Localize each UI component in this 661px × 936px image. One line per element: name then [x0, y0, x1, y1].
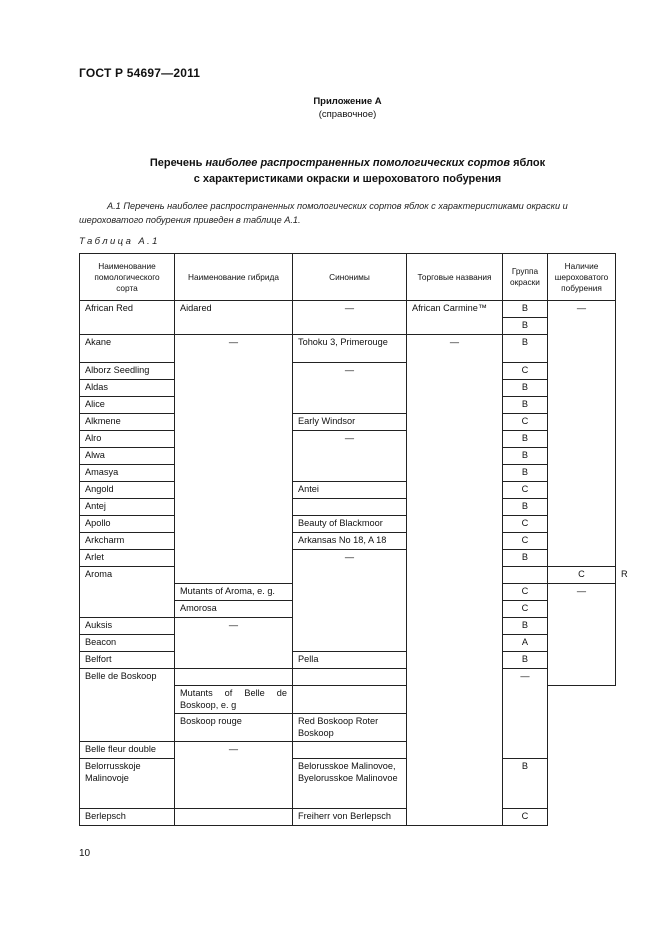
hybrid-cell: —	[175, 618, 293, 669]
color-group-cell: C	[503, 601, 548, 618]
hybrid-cell: Amorosa	[175, 601, 293, 618]
annex-title: Приложение А	[313, 96, 382, 107]
variety-cell: Antej	[80, 499, 175, 516]
table-row	[80, 550, 616, 567]
table-row	[80, 482, 616, 499]
color-group-cell: A	[503, 635, 548, 652]
color-group-cell: C	[503, 533, 548, 550]
variety-cell: Alice	[80, 397, 175, 414]
table-caption: Таблица А.1	[79, 236, 160, 247]
color-group-cell: B	[503, 652, 548, 669]
table-row	[80, 516, 616, 533]
color-group-cell: B	[503, 431, 548, 448]
color-group-cell: —	[503, 669, 548, 759]
variety-cell: Alwa	[80, 448, 175, 465]
color-group-cell: B	[503, 380, 548, 397]
color-group-cell: C	[503, 584, 548, 601]
variety-cell: Arkcharm	[80, 533, 175, 550]
heading-normal-part: Перечень	[149, 157, 206, 169]
table-header-row	[80, 254, 616, 301]
table-row	[80, 301, 616, 318]
color-group-cell: B	[503, 448, 548, 465]
table-row	[80, 533, 616, 550]
variety-cell: Belfort	[80, 652, 175, 669]
trade-name-cell: —	[407, 335, 503, 826]
variety-cell: Akane	[80, 335, 175, 363]
synonym-cell: Belorusskoe Malinovoe, Byelorusskoe Malinovoe	[293, 759, 407, 809]
variety-cell: Alro	[80, 431, 175, 448]
hybrid-cell	[503, 567, 548, 584]
variety-cell: Belle fleur double	[80, 742, 175, 759]
variety-cell: African Red	[80, 301, 175, 335]
color-group-cell: B	[503, 397, 548, 414]
synonym-cell: —	[293, 431, 407, 482]
variety-cell: Aldas	[80, 380, 175, 397]
color-group-cell: C	[503, 482, 548, 499]
document-standard-number: ГОСТ Р 54697—2011	[79, 66, 201, 80]
column-header-hybrid: Наименование гибрида	[175, 254, 293, 301]
color-group-cell: C	[503, 363, 548, 380]
hybrid-cell: Mutants of Belle de Boskoop, e. g	[175, 686, 293, 714]
synonym-cell: Pella	[293, 652, 407, 669]
color-group-cell: C	[503, 809, 548, 826]
variety-cell: Amasya	[80, 465, 175, 482]
color-group-cell: B	[503, 759, 548, 809]
synonym-cell: Arkansas No 18, A 18	[293, 533, 407, 550]
hybrid-cell: —	[175, 335, 293, 584]
synonym-cell	[293, 669, 407, 686]
russeting-cell: —	[548, 301, 616, 567]
column-header-russeting: Наличие шероховатого побурения	[548, 254, 616, 301]
synonym-cell: —	[293, 550, 407, 652]
variety-cell: Beacon	[80, 635, 175, 652]
color-group-cell: B	[503, 318, 548, 335]
variety-cell: Apollo	[80, 516, 175, 533]
hybrid-cell: Aidared	[175, 301, 293, 335]
synonym-cell	[293, 499, 407, 516]
annex-subtitle: (справочное)	[318, 109, 377, 120]
variety-cell: Belle de Boskoop	[80, 669, 175, 742]
variety-cell: Belorrusskoje Malinovoje	[80, 759, 175, 809]
hybrid-cell	[175, 669, 293, 686]
hybrid-cell: Mutants of Aroma, e. g.	[175, 584, 293, 601]
variety-cell: Auksis	[80, 618, 175, 635]
color-group-cell: B	[503, 335, 548, 363]
page-number: 10	[79, 848, 91, 859]
synonym-cell	[293, 686, 407, 714]
table-row	[80, 759, 616, 809]
variety-cell: Arlet	[80, 550, 175, 567]
column-header-variety: Наименование помологического сорта	[80, 254, 175, 301]
color-group-cell: B	[503, 301, 548, 318]
synonym-cell: Red Boskoop Roter Boskoop	[293, 714, 407, 742]
table-row	[80, 499, 616, 516]
trade-name-cell: African Carmine™	[407, 301, 503, 335]
variety-cell: Angold	[80, 482, 175, 499]
table-row	[80, 809, 616, 826]
variety-cell: Aroma	[80, 567, 175, 618]
heading-italic-part: наиболее распространенных помологических сортов	[205, 157, 511, 169]
hybrid-cell: Boskoop rouge	[175, 714, 293, 742]
hybrid-cell: —	[175, 742, 293, 809]
color-group-cell: B	[503, 618, 548, 635]
synonym-cell: —	[293, 363, 407, 414]
synonym-cell: Beauty of Blackmoor	[293, 516, 407, 533]
color-group-cell: B	[503, 465, 548, 482]
table-row	[80, 363, 616, 380]
synonym-cell: —	[293, 301, 407, 335]
table-row: Aroma C R	[80, 567, 616, 584]
russeting-cell: —	[548, 584, 616, 686]
variety-cell: Berlepsch	[80, 809, 175, 826]
synonym-cell	[293, 742, 407, 759]
table-row	[80, 414, 616, 431]
hybrid-cell	[175, 809, 293, 826]
color-group-cell: B	[503, 550, 548, 567]
synonym-cell: Antei	[293, 482, 407, 499]
synonym-cell: Tohoku 3, Primerouge	[293, 335, 407, 363]
section-heading-line-1	[0, 155, 661, 171]
variety-cell: Alkmene	[80, 414, 175, 431]
column-header-trade-names: Торговые названия	[407, 254, 503, 301]
heading-end-part: яблок	[510, 157, 546, 169]
intro-paragraph	[79, 199, 615, 227]
color-group-cell: B	[503, 499, 548, 516]
apple-varieties-table	[79, 253, 628, 826]
synonym-cell: Freiherr von Berlepsch	[293, 809, 407, 826]
synonym-cell: Early Windsor	[293, 414, 407, 431]
color-group-cell: C	[503, 414, 548, 431]
color-group-cell: C	[503, 516, 548, 533]
column-header-synonyms: Синонимы	[293, 254, 407, 301]
column-header-color-group: Группа окраски	[503, 254, 548, 301]
section-heading-line-2: с характеристиками окраски и шероховатого побурения	[193, 173, 502, 185]
variety-cell: Alborz Seedling	[80, 363, 175, 380]
table-row	[80, 652, 616, 669]
table-row	[80, 335, 616, 363]
color-group-cell: C	[548, 567, 616, 584]
table-row	[80, 669, 616, 686]
table-row	[80, 431, 616, 448]
intro-text: А.1 Перечень наиболее распространенных помологических сортов яблок с характеристиками окраски и шероховатого побурения приведен в таблице А.1.	[79, 201, 568, 225]
